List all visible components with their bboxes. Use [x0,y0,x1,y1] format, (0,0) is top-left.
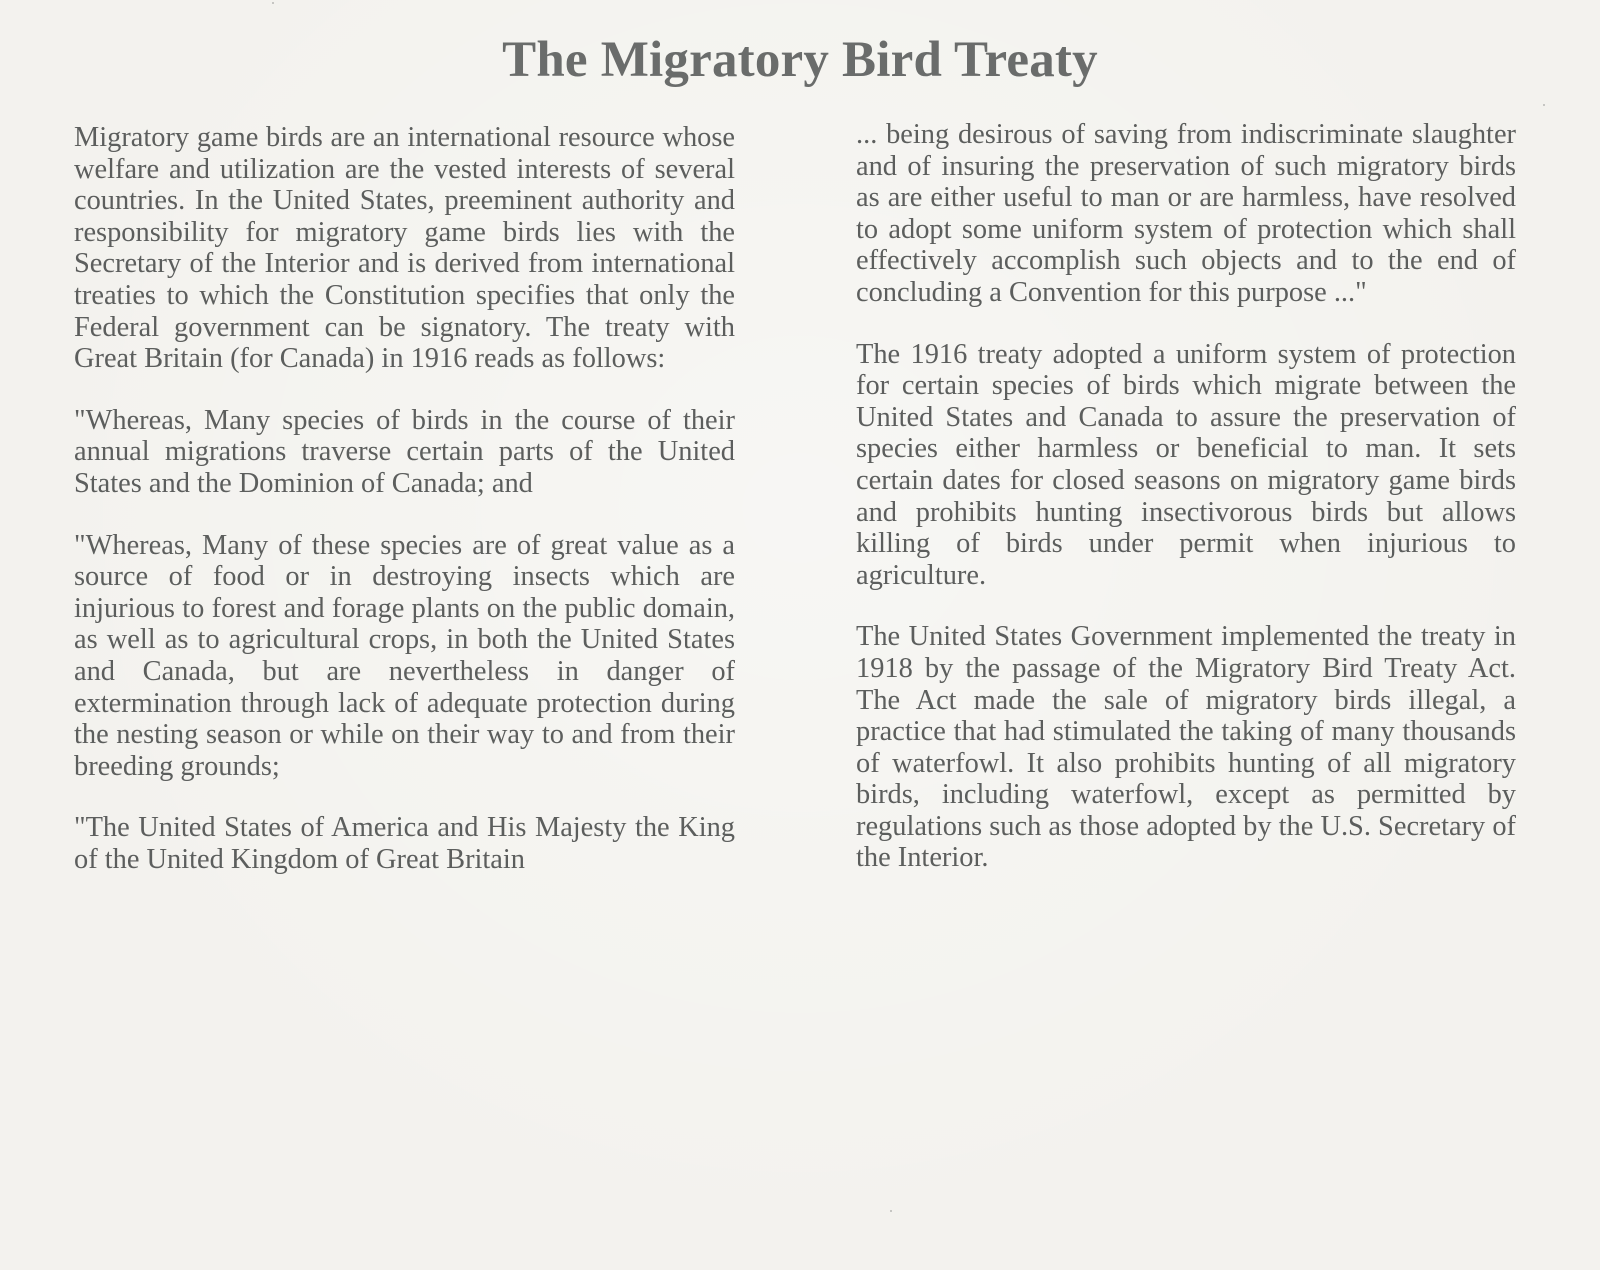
paper-speck [272,2,274,4]
paragraph-whereas-value: "Whereas, Many of these species are of great value as a source of food or in destroying insects which are injurious to forest and forage plants on the public domain, as well as to agricultural crops, in both the United States and Canada, but are nevertheless in danger of extermination through lack of adequate protection during the nesting season or while on their way to and from their breeding grounds; [74,529,735,782]
paragraph-1916-treaty: The 1916 treaty adopted a uniform system of protection for certain species of birds which migrate between the United States and Canada to assure the preservation of species either harmless or beneficial to man. It sets certain dates for closed seasons on migratory game birds and prohibits hunting insectivorous birds but allows killing of birds under permit when injurious to agriculture. [856,338,1516,591]
paragraph-whereas-migrations: "Whereas, Many species of birds in the course of their annual migrations traverse certain parts of the United States and the Dominion of Canada; and [74,404,735,499]
page-title: The Migratory Bird Treaty [502,32,1098,88]
paragraph-intro: Migratory game birds are an international resource whose welfare and utilization are the vested interests of several countries. In the United States, preeminent authority and responsibility for migratory game birds lies with the Secretary of the Interior and is derived from international treaties to which the Constitution specifies that only the Federal government can be signatory. The treaty with Great Britain (for Canada) in 1916 reads as follows: [74,122,735,375]
paper-speck [1543,104,1545,106]
paragraph-parties: "The United States of America and His Majesty the King of the United Kingdom of Great Britain [74,812,735,875]
right-column [856,119,1516,904]
paragraph-desirous: ... being desirous of saving from indiscriminate slaughter and of insuring the preservation of such migratory birds as are either useful to man or are harmless, have resolved to adopt some uniform system of protection which shall effectively accomplish such objects and to the end of concluding a Convention for this purpose ..." [856,119,1516,308]
paragraph-1918-act: The United States Government implemented the treaty in 1918 by the passage of the Migratory Bird Treaty Act. The Act made the sale of migratory birds illegal, a practice that had stimulated the taking of many thousands of waterfowl. It also prohibits hunting of all migratory birds, including waterfowl, except as permitted by regulations such as those adopted by the U.S. Secretary of the Interior. [856,621,1516,874]
left-column [74,122,735,905]
paper-speck [890,1210,892,1212]
